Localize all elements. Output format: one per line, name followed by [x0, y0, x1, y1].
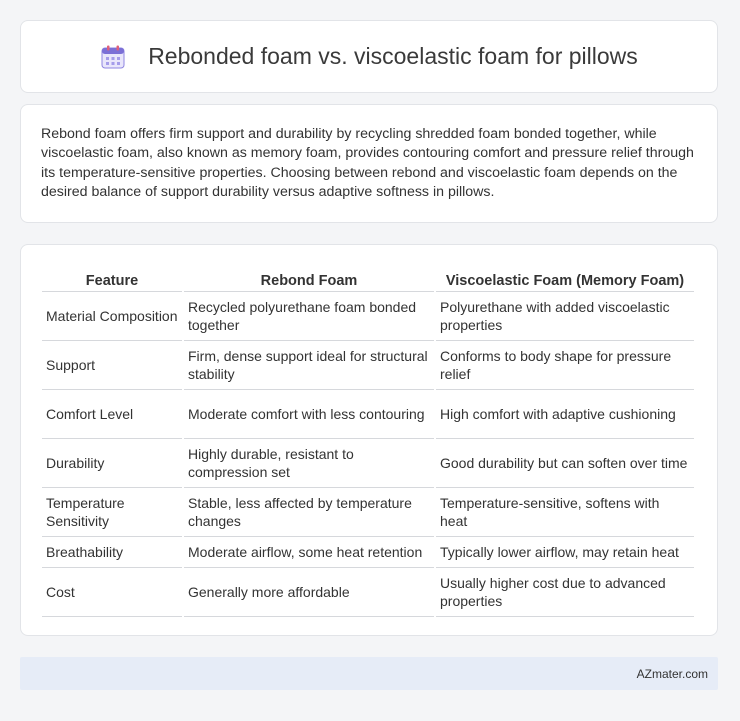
feature-cell: Comfort Level: [42, 390, 182, 439]
footer-site-name: AZmater.com: [636, 666, 708, 681]
comparison-table-card: [20, 244, 718, 636]
rebond-cell: Recycled polyurethane foam bonded together: [184, 292, 434, 341]
table-row: [42, 292, 694, 341]
feature-cell: Material Composition: [42, 292, 182, 341]
table-row: [42, 341, 694, 390]
feature-cell: Durability: [42, 439, 182, 488]
viscoelastic-cell: Polyurethane with added viscoelastic properties: [436, 292, 694, 341]
viscoelastic-cell: High comfort with adaptive cushioning: [436, 390, 694, 439]
table-row: [42, 439, 694, 488]
rebond-cell: Firm, dense support ideal for structural stability: [184, 341, 434, 390]
intro-card: [20, 104, 718, 223]
intro-paragraph: Rebond foam offers firm support and durability by recycling shredded foam bonded together, while viscoelastic foam, also known as memory foam, provides contouring comfort and pressure relief through its temperature-sensitive properties. Choosing between rebond and viscoelastic foam depends on the desired balance of support durability versus adaptive softness in pillows.: [41, 126, 694, 200]
table-row: [42, 488, 694, 537]
feature-cell: Cost: [42, 568, 182, 617]
page-title: Rebonded foam vs. viscoelastic foam for pillows: [148, 43, 638, 69]
viscoelastic-cell: Temperature-sensitive, softens with heat: [436, 488, 694, 537]
table-header-row: [42, 265, 694, 292]
calendar-icon: [100, 44, 126, 70]
rebond-cell: Moderate airflow, some heat retention: [184, 537, 434, 568]
title-card: [20, 20, 718, 93]
rebond-cell: Stable, less affected by temperature changes: [184, 488, 434, 537]
column-header-feature: Feature: [42, 265, 182, 292]
viscoelastic-cell: Conforms to body shape for pressure relief: [436, 341, 694, 390]
feature-cell: Support: [42, 341, 182, 390]
rebond-cell: Highly durable, resistant to compression set: [184, 439, 434, 488]
rebond-cell: Generally more affordable: [184, 568, 434, 617]
rebond-cell: Moderate comfort with less contouring: [184, 390, 434, 439]
footer-bar: [20, 657, 718, 690]
table-row: [42, 568, 694, 617]
column-header-viscoelastic-foam: Viscoelastic Foam (Memory Foam): [436, 265, 694, 292]
viscoelastic-cell: Usually higher cost due to advanced properties: [436, 568, 694, 617]
feature-cell: Temperature Sensitivity: [42, 488, 182, 537]
feature-cell: Breathability: [42, 537, 182, 568]
comparison-table: [40, 265, 696, 617]
viscoelastic-cell: Typically lower airflow, may retain heat: [436, 537, 694, 568]
viscoelastic-cell: Good durability but can soften over time: [436, 439, 694, 488]
table-row: [42, 537, 694, 568]
table-row: [42, 390, 694, 439]
column-header-rebond-foam: Rebond Foam: [184, 265, 434, 292]
